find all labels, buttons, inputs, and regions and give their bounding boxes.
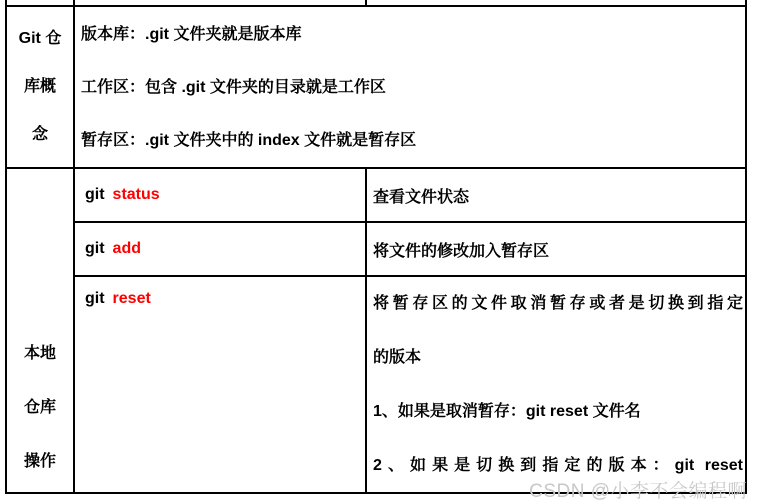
partial-row-cell — [367, 0, 745, 5]
concept-definition-line: 工作区：包含 .git 文件夹的目录就是工作区 — [81, 78, 386, 96]
command-argument: status — [112, 186, 160, 203]
command-prefix: git — [85, 186, 105, 203]
concept-header-cell — [7, 7, 73, 167]
command-prefix: git — [85, 240, 105, 257]
description-line: 2、如果是切换到指定的版本：git reset — [373, 456, 743, 474]
git-commands-table — [5, 0, 747, 494]
concept-header-line: 库概 — [23, 78, 56, 95]
description-line: 将暂存区的文件取消暂存或者是切换到指定 — [373, 294, 743, 312]
concept-header-line: Git 仓 — [18, 30, 62, 47]
command-cell-git-add — [75, 223, 365, 275]
description-cell-git-status — [367, 169, 745, 221]
local-ops-header-line: 操作 — [23, 453, 56, 470]
csdn-watermark: CSDN @小李不会编程啊 — [529, 481, 747, 502]
description-line: 的版本 — [373, 348, 422, 366]
concept-definition-line: 暂存区：.git 文件夹中的 index 文件就是暂存区 — [81, 131, 417, 149]
local-ops-header-cell — [7, 169, 73, 492]
description-cell-git-add — [367, 223, 745, 275]
description-text: 将文件的修改加入暂存区 — [373, 242, 550, 260]
concept-body-cell — [75, 7, 745, 167]
local-ops-header-line: 本地 — [23, 345, 56, 362]
partial-row-cell — [75, 0, 365, 5]
description-text: 查看文件状态 — [373, 188, 470, 206]
command-argument: add — [112, 240, 141, 257]
command-argument: reset — [112, 290, 151, 307]
description-line: 1、如果是取消暂存：git reset 文件名 — [373, 402, 641, 420]
command-prefix: git — [85, 290, 105, 307]
partial-row-cell — [7, 0, 73, 5]
concept-header-line: 念 — [31, 126, 48, 143]
description-cell-git-reset — [367, 277, 745, 492]
concept-definition-line: 版本库：.git 文件夹就是版本库 — [81, 25, 302, 43]
command-cell-git-reset — [75, 277, 365, 492]
command-cell-git-status — [75, 169, 365, 221]
local-ops-header-line: 仓库 — [23, 399, 56, 416]
